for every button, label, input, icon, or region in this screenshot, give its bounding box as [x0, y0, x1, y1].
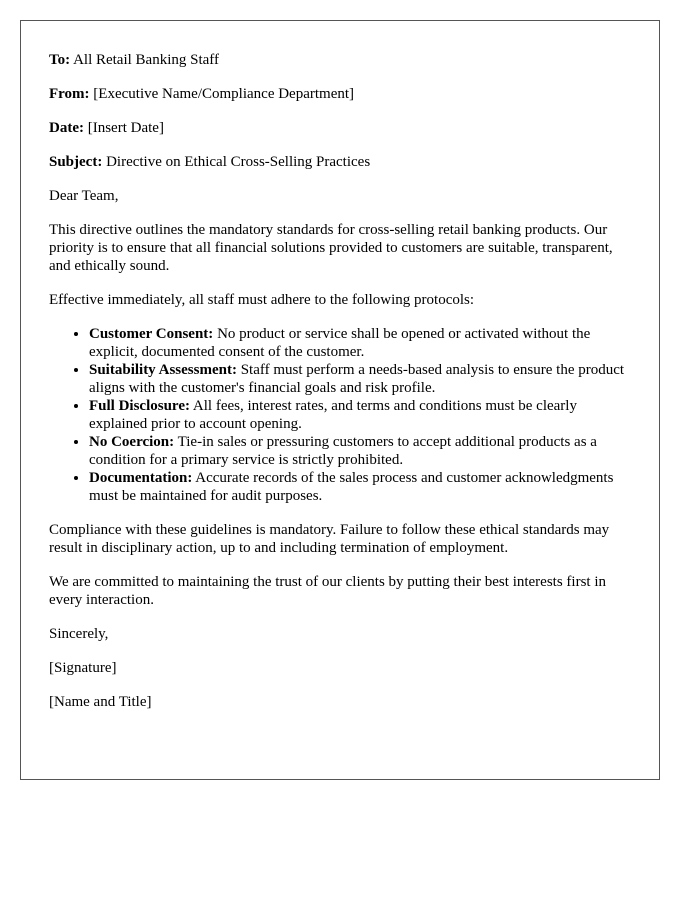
- date-label: Date:: [49, 120, 84, 136]
- subject-value: Directive on Ethical Cross-Selling Practices: [106, 154, 371, 170]
- list-item: [89, 397, 631, 433]
- list-item: [89, 361, 631, 397]
- from-label: From:: [49, 86, 90, 102]
- protocol-title: Full Disclosure:: [89, 398, 190, 414]
- memo-document: [20, 20, 660, 780]
- date-value: [Insert Date]: [87, 120, 164, 136]
- protocol-title: Documentation:: [89, 470, 193, 486]
- intro-paragraph: This directive outlines the mandatory standards for cross-selling retail banking products. Our priority is to ensure that all financial solutions provided to customers are suitable, transparent, and ethically sound.: [49, 222, 613, 274]
- protocol-text: Tie-in sales or pressuring customers to accept additional products as a condition for a primary service is strictly prohibited.: [89, 434, 597, 468]
- protocol-text: No product or service shall be opened or activated without the explicit, documented consent of the customer.: [89, 326, 591, 360]
- list-item: [89, 469, 631, 505]
- from-value: [Executive Name/Compliance Department]: [93, 86, 355, 102]
- to-label: To:: [49, 52, 71, 68]
- from-line: [49, 85, 631, 103]
- date-line: [49, 119, 631, 137]
- to-value: All Retail Banking Staff: [73, 52, 220, 68]
- lead-in-paragraph: Effective immediately, all staff must adhere to the following protocols:: [49, 292, 475, 308]
- subject-line: [49, 153, 631, 171]
- protocol-title: Suitability Assessment:: [89, 362, 237, 378]
- closing: Sincerely,: [49, 626, 109, 642]
- list-item: [89, 325, 631, 361]
- signature-placeholder: [Signature]: [49, 660, 117, 676]
- protocol-list: [49, 325, 631, 505]
- subject-label: Subject:: [49, 154, 103, 170]
- protocol-text: All fees, interest rates, and terms and conditions must be clearly explained prior to account opening.: [89, 398, 577, 432]
- protocol-text: Accurate records of the sales process and customer acknowledgments must be maintained for audit purposes.: [89, 470, 614, 504]
- name-title-placeholder: [Name and Title]: [49, 694, 152, 710]
- commitment-paragraph: We are committed to maintaining the trust of our clients by putting their best interests first in every interaction.: [49, 574, 607, 608]
- to-line: [49, 51, 631, 69]
- compliance-paragraph: Compliance with these guidelines is mandatory. Failure to follow these ethical standards may result in disciplinary action, up to and including termination of employment.: [49, 522, 610, 556]
- protocol-title: Customer Consent:: [89, 326, 214, 342]
- list-item: [89, 433, 631, 469]
- protocol-text: Staff must perform a needs-based analysis to ensure the product aligns with the customer's financial goals and risk profile.: [89, 362, 625, 396]
- greeting: Dear Team,: [49, 188, 119, 204]
- protocol-title: No Coercion:: [89, 434, 175, 450]
